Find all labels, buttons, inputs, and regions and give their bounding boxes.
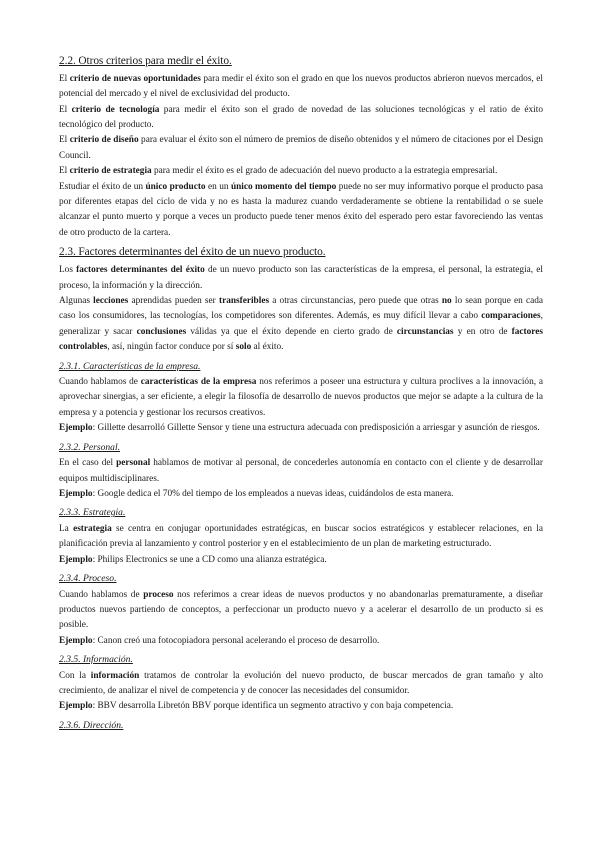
section-heading-2-3: 2.3. Factores determinantes del éxito de un nuevo producto. [59,246,326,259]
document-page [59,54,543,734]
paragraph: Cuando hablamos de características de la empresa nos referimos a poseer una estructura y cultura proclives a la innovación, a aprovechar sinergias, a ser eficiente, a elegir la filosofía de desarrollo de nuevos productos que mejor se adapte a la cultura de la empresa y a potencia y gestionar los recursos creativos. [59,377,543,418]
example-paragraph: Ejemplo: Google dedica el 70% del tiempo de los empleados a nuevas ideas, cuidándolos de esta manera. [59,488,454,499]
paragraph: En el caso del personal hablamos de motivar al personal, de concederles autonomía en contacto con el cliente y de desarrollar equipos multidisciplinares. [59,458,543,484]
paragraph: El criterio de estrategia para medir el éxito es el grado de adecuación del nuevo producto a la estrategia empresarial. [59,166,498,177]
paragraph: El criterio de diseño para evaluar el éxito son el número de premios de diseño obtenidos y el número de citaciones por el Design Council. [59,135,543,161]
subsection-heading-2-3-6: 2.3.6. Dirección. [59,719,124,731]
subsection-heading-2-3-5: 2.3.5. Información. [59,654,133,666]
paragraph: Con la información tratamos de controlar la evolución del nuevo producto, de buscar mercados de gran tamaño y alto crecimiento, de analizar el nivel de competencia y de conocer las necesidades del consumidor. [59,670,543,696]
example-paragraph: Ejemplo: Philips Electronics se une a CD como una alianza estratégica. [59,554,327,565]
paragraph: Cuando hablamos de proceso nos referimos a crear ideas de nuevos productos y no abandonarlas prematuramente, a diseñar productos nuevos partiendo de conceptos, a perfeccionar un producto nuevo y a acelerar el desarrollo de un producto si es posible. [59,589,543,631]
paragraph: La estrategia se centra en conjugar oportunidades estratégicas, en buscar socios estratégicos y establecer relaciones, en la planificación previa al lanzamiento y control posterior y en el establecimiento de un plan de marketing estructurado. [59,523,544,550]
paragraph: Estudiar el éxito de un único producto en un único momento del tiempo puede no ser muy informativo porque el producto pasa por diferentes etapas del ciclo de vida y no es hasta la madurez cuando verdaderamente se obtiene la rentabilidad o se suele alcanzar el punto muerto y porque a veces un producto puede tener menos éxito del esperado pero estar favoreciendo las ventas de otro producto de la cartera. [59,181,543,238]
section-heading-2-2: 2.2. Otros criterios para medir el éxito. [59,55,232,67]
paragraph: El criterio de tecnología para medir el éxito son el grado de novedad de las soluciones tecnológicas y el ratio de éxito tecnológico del producto. [59,104,543,131]
example-paragraph: Ejemplo: Gillette desarrolló Gillette Sensor y tiene una estructura adecuada con predisposición a arriesgar y asunción de riesgos. [59,423,540,434]
example-paragraph: Ejemplo: Canon creó una fotocopiadora personal acelerando el proceso de desarrollo. [59,635,380,646]
paragraph: El criterio de nuevas oportunidades para medir el éxito son el grado en que los nuevos productos abrieron nuevos mercados, el potencial del mercado y el nivel de exclusividad del producto. [59,73,543,100]
subsection-heading-2-3-2: 2.3.2. Personal. [59,441,121,453]
example-paragraph: Ejemplo: BBV desarrolla Libretón BBV porque identifica un segmento atractivo y con baja competencia. [59,701,454,712]
paragraph: Algunas lecciones aprendidas pueden ser transferibles a otras circunstancias, pero puede que otras no lo sean porque en cada caso los consumidores, las tecnologías, los competidores son diferentes. Además, es muy difícil llevar a cabo comparaciones, generalizar y sacar conclusiones válidas ya que el éxito depende en cierto grado de circunstancias y en otro de factores controlables, así, ningún factor conduce por sí solo al éxito. [59,295,543,353]
subsection-heading-2-3-3: 2.3.3. Estrategia. [59,507,126,519]
paragraph: Los factores determinantes del éxito de un nuevo producto son las características de la empresa, el personal, la estrategia, el proceso, la información y la dirección. [59,265,543,291]
subsection-heading-2-3-1: 2.3.1. Características de la empresa. [59,360,201,372]
subsection-heading-2-3-4: 2.3.4. Proceso. [59,573,117,585]
